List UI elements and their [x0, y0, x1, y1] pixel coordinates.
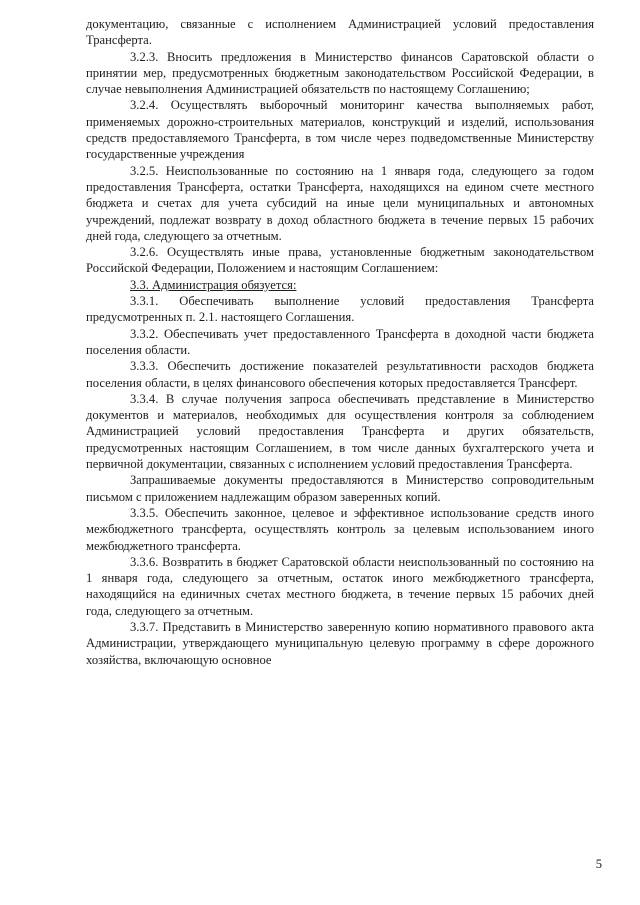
section-heading: 3.3. Администрация обязуется: — [130, 277, 297, 292]
paragraph: 3.3.2. Обеспечивать учет предоставленного Трансферта в доходной части бюджета поселения области. — [86, 326, 594, 357]
paragraph: документацию, связанные с исполнением Администрацией условий предоставления Трансферта. — [86, 17, 594, 48]
paragraph: 3.2.3. Вносить предложения в Министерство финансов Саратовской области о принятии мер, предусмотренных бюджетным законодательством Российской Федерации, в случае невыполнения Администрацией обязательств по настоящему Соглашению; — [86, 49, 594, 97]
paragraph: 3.3.7. Представить в Министерство заверенную копию нормативного правового акта Администрации, утверждающего муниципальную целевую программу в сфере дорожного хозяйства, включающую основное — [86, 619, 594, 667]
document-body — [86, 16, 594, 668]
paragraph: 3.2.5. Неиспользованные по состоянию на 1 января года, следующего за годом предоставления Трансферта, остатки Трансферта, находящихся на едином счете местного бюджета и счетах для учета субсидий на иные цели муниципальных и автономных учреждений, подлежат возврату в доход областного бюджета в течение первых 15 рабочих дней года, следующего за отчетным. — [86, 163, 594, 243]
paragraph: 3.3.5. Обеспечить законное, целевое и эффективное использование средств иного межбюджетного трансферта, осуществлять контроль за целевым использованием иного межбюджетного трансферта. — [86, 505, 594, 553]
paragraph: 3.3.4. В случае получения запроса обеспечивать представление в Министерство документов и материалов, необходимых для осуществления контроля за соблюдением Администрацией условий предоставления Трансферта и других обязательств, предусмотренных настоящим Соглашением, в том числе данных бухгалтерского учета и первичной документации, связанных с исполнением условий предоставления Трансферта. — [86, 391, 594, 472]
page-number: 5 — [595, 857, 602, 871]
paragraph: 3.2.4. Осуществлять выборочный мониторинг качества выполняемых работ, применяемых дорожно-строительных материалов, конструкций и изделий, использования средств предоставляемого Трансферта, в том числе через подведомственные Министерству государственные учреждения — [86, 98, 594, 162]
paragraph: 3.3.1. Обеспечивать выполнение условий предоставления Трансферта предусмотренных п. 2.1. настоящего Соглашения. — [86, 294, 594, 325]
paragraph: 3.2.6. Осуществлять иные права, установленные бюджетным законодательством Российской Федерации, Положением и настоящим Соглашением: — [86, 245, 594, 276]
paragraph — [86, 277, 594, 293]
paragraph: Запрашиваемые документы предоставляются в Министерство сопроводительным письмом с приложением надлежащим образом заверенных копий. — [86, 473, 594, 504]
paragraph: 3.3.3. Обеспечить достижение показателей результативности расходов бюджета поселения области, в целях финансового обеспечения которых предоставляется Трансферт. — [86, 359, 594, 390]
paragraph: 3.3.6. Возвратить в бюджет Саратовской области неиспользованный по состоянию на 1 января года, следующего за отчетным, остаток иного межбюджетного трансферта, находящийся на единичных счетах местного бюджета, в течение первых 15 рабочих дней года, следующего за отчетным. — [86, 554, 594, 618]
